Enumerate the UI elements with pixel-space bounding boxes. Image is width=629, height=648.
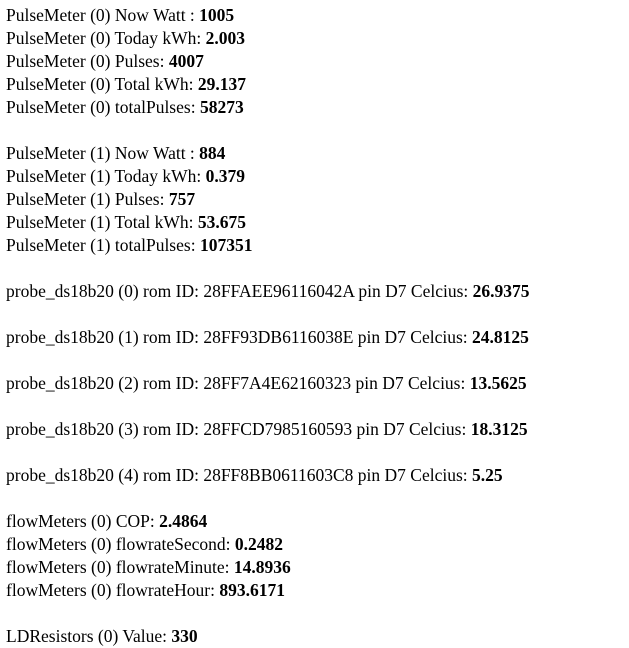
pulse-meter-1-total-pulses (6, 234, 629, 257)
reading-value: 330 (171, 626, 198, 646)
reading-value: 757 (168, 189, 196, 209)
reading-value: 107351 (199, 235, 253, 255)
reading-value: 13.5625 (469, 373, 527, 393)
flow-meter-0-cop (6, 510, 629, 533)
reading-value: 14.8936 (233, 557, 291, 577)
reading-label: PulseMeter (1) Total kWh: (6, 212, 198, 232)
reading-label: flowMeters (0) COP: (6, 511, 160, 531)
reading-value: 58273 (199, 97, 244, 117)
reading-label: PulseMeter (0) Pulses: (6, 51, 169, 71)
spacer (6, 119, 629, 142)
reading-value: 893.6171 (219, 580, 285, 600)
pulse-meter-1-block (6, 142, 629, 257)
reading-value: 4007 (168, 51, 204, 71)
ld-resistor-0-value (6, 625, 629, 648)
spacer (6, 303, 629, 326)
reading-label: probe_ds18b20 (4) rom ID: 28FF8BB0611603C8 pin D7 Celcius: (6, 465, 473, 485)
reading-label: probe_ds18b20 (2) rom ID: 28FF7A4E62160323 pin D7 Celcius: (6, 373, 470, 393)
pulse-meter-1-today-kwh (6, 165, 629, 188)
flow-meters-block (6, 510, 629, 602)
probe-1-reading (6, 326, 629, 349)
reading-value: 29.137 (197, 74, 247, 94)
reading-label: flowMeters (0) flowrateMinute: (6, 557, 234, 577)
pulse-meter-1-total-kwh (6, 211, 629, 234)
flow-meter-0-flowrate-minute (6, 556, 629, 579)
spacer (6, 602, 629, 625)
probe-2-reading (6, 372, 629, 395)
probe-0-reading (6, 280, 629, 303)
pulse-meter-0-total-kwh (6, 73, 629, 96)
reading-value: 26.9375 (472, 281, 530, 301)
pulse-meter-1-pulses (6, 188, 629, 211)
reading-value: 2.003 (205, 28, 246, 48)
reading-label: LDResistors (0) Value: (6, 626, 172, 646)
reading-label: PulseMeter (1) Today kWh: (6, 166, 206, 186)
reading-value: 0.2482 (234, 534, 284, 554)
spacer (6, 257, 629, 280)
flow-meter-0-flowrate-second (6, 533, 629, 556)
reading-label: flowMeters (0) flowrateHour: (6, 580, 220, 600)
pulse-meter-1-now-watt (6, 142, 629, 165)
reading-value: 24.8125 (472, 327, 529, 347)
spacer (6, 349, 629, 372)
pulse-meter-0-today-kwh (6, 27, 629, 50)
reading-label: flowMeters (0) flowrateSecond: (6, 534, 235, 554)
spacer (6, 441, 629, 464)
reading-label: PulseMeter (1) Now Watt : (6, 143, 200, 163)
probe-4-reading (6, 464, 629, 487)
reading-value: 1005 (199, 5, 235, 25)
reading-label: PulseMeter (1) totalPulses: (6, 235, 200, 255)
probe-3-reading (6, 418, 629, 441)
reading-value: 18.3125 (470, 419, 528, 439)
reading-value: 884 (199, 143, 226, 163)
reading-label: PulseMeter (1) Pulses: (6, 189, 169, 209)
pulse-meter-0-total-pulses (6, 96, 629, 119)
reading-value: 0.379 (205, 166, 246, 186)
reading-value: 5.25 (472, 465, 503, 485)
flow-meter-0-flowrate-hour (6, 579, 629, 602)
reading-label: probe_ds18b20 (3) rom ID: 28FFCD7985160593 pin D7 Celcius: (6, 419, 471, 439)
pulse-meter-0-now-watt (6, 4, 629, 27)
reading-label: probe_ds18b20 (0) rom ID: 28FFAEE96116042A pin D7 Celcius: (6, 281, 473, 301)
spacer (6, 395, 629, 418)
reading-label: PulseMeter (0) totalPulses: (6, 97, 200, 117)
reading-label: PulseMeter (0) Today kWh: (6, 28, 206, 48)
reading-label: PulseMeter (0) Now Watt : (6, 5, 200, 25)
reading-value: 2.4864 (159, 511, 208, 531)
reading-label: PulseMeter (0) Total kWh: (6, 74, 198, 94)
spacer (6, 487, 629, 510)
reading-label: probe_ds18b20 (1) rom ID: 28FF93DB6116038E pin D7 Celcius: (6, 327, 472, 347)
pulse-meter-0-block (6, 4, 629, 119)
reading-value: 53.675 (197, 212, 247, 232)
pulse-meter-0-pulses (6, 50, 629, 73)
